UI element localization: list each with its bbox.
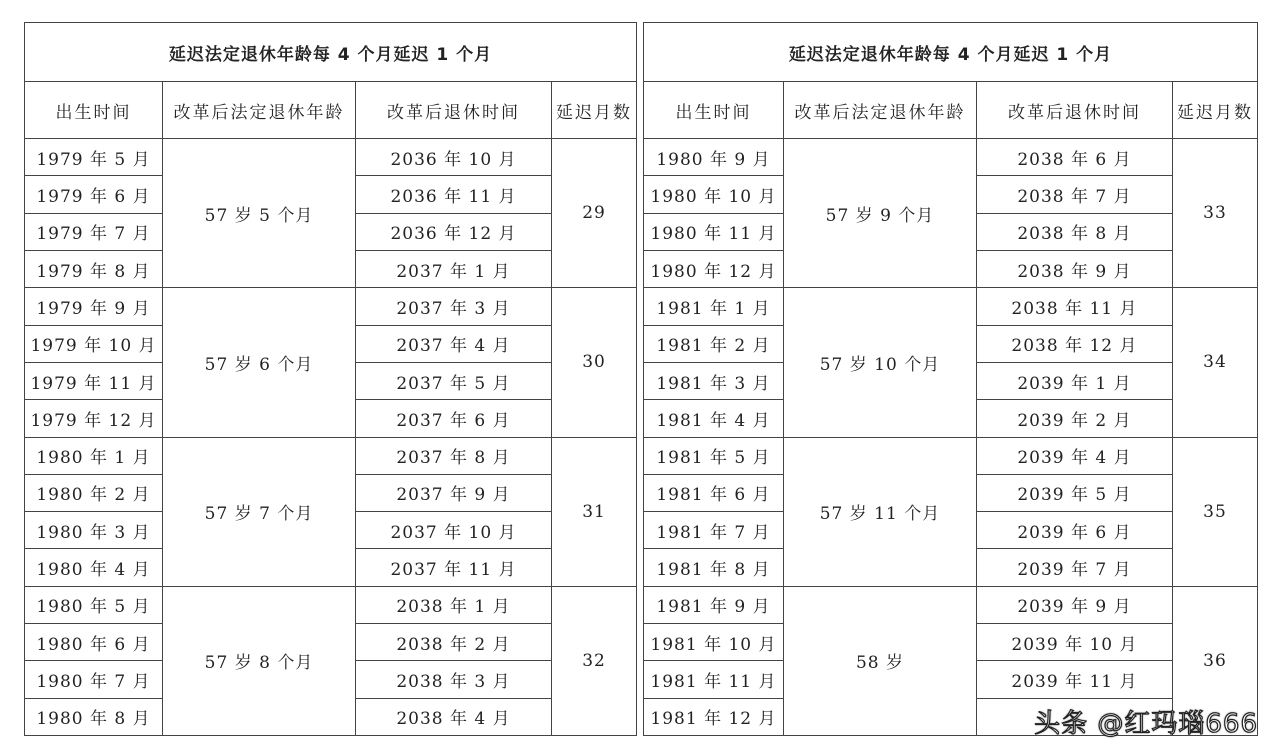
delay-cell: 33 [1172,139,1257,288]
retire-cell: 2038 年 1 月 [356,586,552,623]
birth-cell: 1979 年 11 月 [25,362,163,399]
birth-cell: 1980 年 9 月 [643,139,783,176]
table-row [25,288,637,325]
retire-cell: 2037 年 4 月 [356,325,552,362]
age-cell: 57 岁 8 个月 [163,586,356,735]
birth-cell: 1979 年 8 月 [25,250,163,287]
birth-cell: 1980 年 12 月 [643,250,783,287]
delay-cell: 31 [552,437,637,586]
header-delay: 延迟月数 [1172,82,1257,139]
left-table [24,22,637,736]
birth-cell: 1981 年 3 月 [643,362,783,399]
birth-cell: 1979 年 12 月 [25,400,163,437]
delay-cell: 30 [552,288,637,437]
retire-cell: 2036 年 10 月 [356,139,552,176]
header-retire: 改革后退休时间 [356,82,552,139]
retire-cell: 2038 年 6 月 [976,139,1172,176]
table-row [643,586,1257,623]
birth-cell: 1981 年 12 月 [643,698,783,735]
retire-cell: 2039 年 7 月 [976,549,1172,586]
birth-cell: 1980 年 10 月 [643,176,783,213]
table-row [25,437,637,474]
retire-cell: 2038 年 4 月 [356,698,552,735]
header-age: 改革后法定退休年龄 [163,82,356,139]
birth-cell: 1981 年 11 月 [643,661,783,698]
retire-cell: 2037 年 10 月 [356,512,552,549]
age-cell: 57 岁 7 个月 [163,437,356,586]
retirement-delay-tables [24,22,1258,736]
retire-cell: 2036 年 12 月 [356,213,552,250]
retire-cell: 2038 年 8 月 [976,213,1172,250]
table-title: 延迟法定退休年龄每 4 个月延迟 1 个月 [25,23,637,82]
birth-cell: 1979 年 5 月 [25,139,163,176]
table-row [643,437,1257,474]
birth-cell: 1980 年 8 月 [25,698,163,735]
birth-cell: 1981 年 2 月 [643,325,783,362]
birth-cell: 1980 年 3 月 [25,512,163,549]
watermark: 头条 @红玛瑙666 [1034,709,1258,739]
birth-cell: 1980 年 5 月 [25,586,163,623]
delay-cell: 29 [552,139,637,288]
age-cell: 57 岁 10 个月 [783,288,976,437]
retire-cell: 2037 年 6 月 [356,400,552,437]
birth-cell: 1979 年 7 月 [25,213,163,250]
birth-cell: 1980 年 6 月 [25,624,163,661]
retire-cell: 2039 年 6 月 [976,512,1172,549]
retire-cell: 2038 年 2 月 [356,624,552,661]
retire-cell: 2039 年 10 月 [976,624,1172,661]
table-title: 延迟法定退休年龄每 4 个月延迟 1 个月 [643,23,1257,82]
header-age: 改革后法定退休年龄 [783,82,976,139]
delay-cell: 36 [1172,586,1257,735]
birth-cell: 1981 年 10 月 [643,624,783,661]
birth-cell: 1980 年 11 月 [643,213,783,250]
delay-cell: 35 [1172,437,1257,586]
retire-cell: 2039 年 4 月 [976,437,1172,474]
retire-cell: 2038 年 12 月 [976,325,1172,362]
retire-cell: 2037 年 9 月 [356,474,552,511]
delay-cell: 34 [1172,288,1257,437]
header-birth: 出生时间 [25,82,163,139]
age-cell: 57 岁 9 个月 [783,139,976,288]
age-cell: 57 岁 5 个月 [163,139,356,288]
retire-cell: 2038 年 9 月 [976,250,1172,287]
header-birth: 出生时间 [643,82,783,139]
birth-cell: 1980 年 7 月 [25,661,163,698]
header-retire: 改革后退休时间 [976,82,1172,139]
birth-cell: 1979 年 9 月 [25,288,163,325]
retire-cell: 2037 年 11 月 [356,549,552,586]
birth-cell: 1981 年 6 月 [643,474,783,511]
birth-cell: 1981 年 1 月 [643,288,783,325]
retire-cell: 2038 年 3 月 [356,661,552,698]
retire-cell: 2039 年 5 月 [976,474,1172,511]
birth-cell: 1980 年 4 月 [25,549,163,586]
table-row [643,139,1257,176]
age-cell: 58 岁 [783,586,976,735]
birth-cell: 1981 年 9 月 [643,586,783,623]
retire-cell: 2039 年 9 月 [976,586,1172,623]
retire-cell: 2039 年 11 月 [976,661,1172,698]
header-delay: 延迟月数 [552,82,637,139]
birth-cell: 1981 年 8 月 [643,549,783,586]
birth-cell: 1980 年 1 月 [25,437,163,474]
retire-cell: 2039 年 2 月 [976,400,1172,437]
retire-cell: 2038 年 11 月 [976,288,1172,325]
table-row [25,139,637,176]
age-cell: 57 岁 11 个月 [783,437,976,586]
birth-cell: 1981 年 7 月 [643,512,783,549]
table-row [643,288,1257,325]
birth-cell: 1981 年 4 月 [643,400,783,437]
birth-cell: 1979 年 6 月 [25,176,163,213]
delay-cell: 32 [552,586,637,735]
retire-cell: 2038 年 7 月 [976,176,1172,213]
retire-cell: 2039 年 1 月 [976,362,1172,399]
birth-cell: 1979 年 10 月 [25,325,163,362]
birth-cell: 1981 年 5 月 [643,437,783,474]
age-cell: 57 岁 6 个月 [163,288,356,437]
birth-cell: 1980 年 2 月 [25,474,163,511]
retire-cell: 2037 年 8 月 [356,437,552,474]
retire-cell: 2036 年 11 月 [356,176,552,213]
table-row [25,586,637,623]
right-table [643,22,1258,736]
retire-cell: 2037 年 3 月 [356,288,552,325]
retire-cell: 2037 年 5 月 [356,362,552,399]
retire-cell: 2037 年 1 月 [356,250,552,287]
